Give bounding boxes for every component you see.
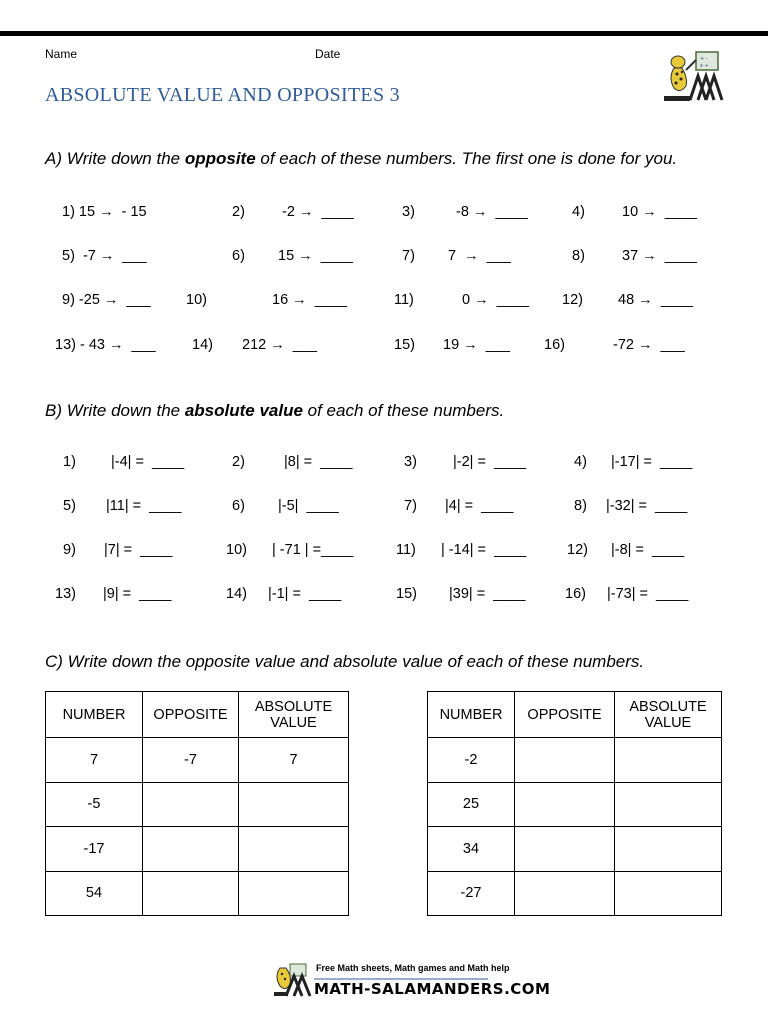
number-cell: -17 [46, 827, 143, 872]
salamander-logo-icon [660, 48, 724, 104]
list-item: |-1| = ____ [268, 586, 342, 602]
list-item: 10) [186, 292, 207, 308]
list-item: 11) [394, 292, 414, 308]
list-item: 14) [226, 586, 247, 602]
list-item: |9| = ____ [103, 586, 172, 602]
list-item: | -71 | =____ [272, 542, 354, 558]
col-header-absolute-value: ABSOLUTE VALUE [615, 692, 722, 738]
list-item: 16) [565, 586, 586, 602]
list-item: 1) [63, 454, 76, 470]
left-table [45, 691, 349, 916]
col-header-opposite: OPPOSITE [515, 692, 615, 738]
list-item: 4) [574, 454, 587, 470]
list-item: 15) [396, 586, 417, 602]
opposite-cell[interactable] [515, 738, 615, 783]
list-item: 8) [574, 498, 587, 514]
footer-tagline: Free Math sheets, Math games and Math help [316, 963, 510, 973]
top-rule [0, 31, 768, 36]
list-item: |11| = ____ [106, 498, 182, 514]
list-item: 12) [567, 542, 588, 558]
absolute-cell[interactable] [239, 782, 349, 827]
number-cell: 7 [46, 738, 143, 783]
svg-text:x ÷: x ÷ [700, 63, 709, 69]
list-item: 7) [402, 248, 415, 264]
number-cell: -27 [428, 871, 515, 916]
list-item: 13) [55, 586, 76, 602]
list-item: 3) [404, 454, 417, 470]
number-cell: 25 [428, 782, 515, 827]
list-item: 0 → ____ [462, 292, 529, 308]
number-cell: -5 [46, 782, 143, 827]
list-item: 48 → ____ [618, 292, 693, 308]
list-item: 13) - 43 → ___ [55, 337, 156, 353]
list-item: -2 → ____ [282, 204, 354, 220]
number-cell: 54 [46, 871, 143, 916]
opposite-cell[interactable] [143, 871, 239, 916]
list-item: 16 → ____ [272, 292, 347, 308]
table-row [428, 782, 722, 827]
right-table [427, 691, 722, 916]
list-item: -72 → ___ [613, 337, 685, 353]
section-b-heading: B) Write down the absolute value of each of these numbers. [45, 401, 505, 420]
absolute-cell[interactable] [239, 827, 349, 872]
list-item: |-8| = ____ [611, 542, 685, 558]
list-item: |39| = ____ [449, 586, 526, 602]
section-a-heading: A) Write down the opposite of each of these numbers. The first one is done for you. [45, 149, 678, 168]
list-item: 15) [394, 337, 415, 353]
list-item: 15 → ____ [278, 248, 353, 264]
list-item: 19 → ___ [443, 337, 510, 353]
number-cell: 34 [428, 827, 515, 872]
absolute-cell[interactable] [239, 871, 349, 916]
list-item: 10 → ____ [622, 204, 697, 220]
list-item: |4| = ____ [445, 498, 514, 514]
list-item: |8| = ____ [284, 454, 353, 470]
list-item: 6) [232, 248, 245, 264]
table-row [46, 871, 349, 916]
list-item: 9) [63, 542, 76, 558]
number-cell: -2 [428, 738, 515, 783]
worksheet-title: ABSOLUTE VALUE AND OPPOSITES 3 [45, 84, 400, 106]
table-header-row [46, 692, 349, 738]
list-item: 7) [404, 498, 417, 514]
list-item: 1) 15 → - 15 [62, 204, 147, 220]
list-item: 10) [226, 542, 247, 558]
section-c-heading: C) Write down the opposite value and absolute value of each of these numbers. [45, 652, 645, 671]
table-row [428, 738, 722, 783]
list-item: 8) [572, 248, 585, 264]
date-label: Date [315, 47, 341, 61]
opposite-cell[interactable]: -7 [143, 738, 239, 783]
list-item: 2) [232, 454, 245, 470]
list-item: 3) [402, 204, 415, 220]
list-item: |-17| = ____ [611, 454, 693, 470]
col-header-number: NUMBER [46, 692, 143, 738]
col-header-opposite: OPPOSITE [143, 692, 239, 738]
opposite-cell[interactable] [515, 827, 615, 872]
table-row [428, 871, 722, 916]
table-row [428, 827, 722, 872]
table-row [46, 782, 349, 827]
col-header-number: NUMBER [428, 692, 515, 738]
table-row [46, 827, 349, 872]
name-label: Name [45, 47, 78, 61]
list-item: -8 → ____ [456, 204, 528, 220]
list-item: |-73| = ____ [607, 586, 689, 602]
absolute-cell[interactable] [615, 738, 722, 783]
list-item: 9) -25 → ___ [62, 292, 151, 308]
absolute-cell[interactable] [615, 782, 722, 827]
col-header-absolute-value: ABSOLUTE VALUE [239, 692, 349, 738]
list-item: 11) [396, 542, 416, 558]
absolute-cell[interactable]: 7 [239, 738, 349, 783]
opposite-cell[interactable] [143, 827, 239, 872]
list-item: 5) [63, 498, 76, 514]
list-item: |-4| = ____ [111, 454, 185, 470]
list-item: 14) [192, 337, 213, 353]
list-item: | -14| = ____ [441, 542, 527, 558]
list-item: |-5| ____ [278, 498, 339, 514]
list-item: 5) -7 → ___ [62, 248, 147, 264]
table-row [46, 738, 349, 783]
table-header-row [428, 692, 722, 738]
opposite-cell[interactable] [143, 782, 239, 827]
absolute-cell[interactable] [615, 871, 722, 916]
list-item: 6) [232, 498, 245, 514]
list-item: |7| = ____ [104, 542, 173, 558]
list-item: 37 → ____ [622, 248, 697, 264]
opposite-cell[interactable] [515, 782, 615, 827]
opposite-cell[interactable] [515, 871, 615, 916]
list-item: 16) [544, 337, 565, 353]
list-item: 12) [562, 292, 583, 308]
absolute-cell[interactable] [615, 827, 722, 872]
list-item: 7 → ___ [448, 248, 511, 264]
footer-brand[interactable]: MATH-SALAMANDERS.COM [314, 980, 551, 998]
svg-text:+ -: + - [700, 56, 708, 62]
list-item: |-32| = ____ [606, 498, 688, 514]
list-item: 4) [572, 204, 585, 220]
list-item: 2) [232, 204, 245, 220]
list-item: 212 → ___ [242, 337, 317, 353]
list-item: |-2| = ____ [453, 454, 527, 470]
